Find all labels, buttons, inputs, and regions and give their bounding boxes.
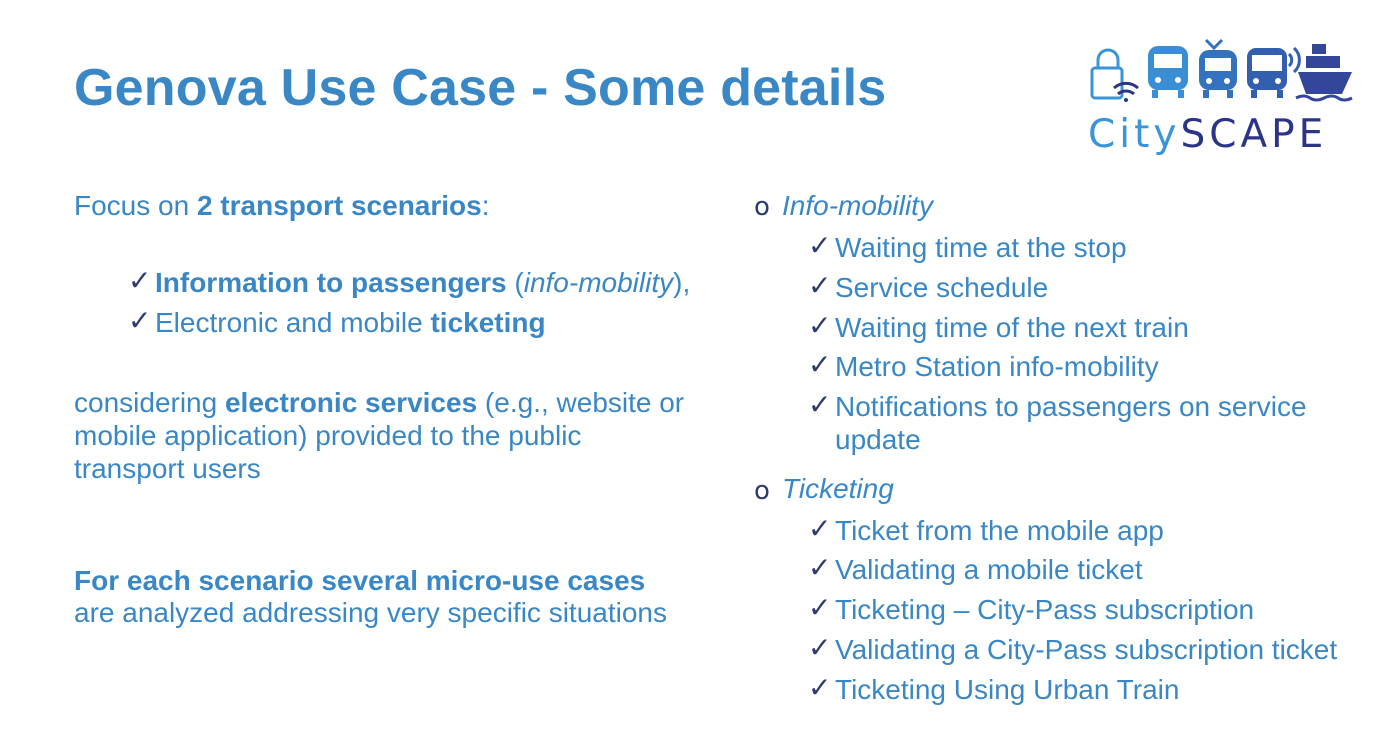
slide-title: Genova Use Case - Some details [74, 59, 887, 117]
check-icon: ✓ [808, 551, 832, 584]
logo-wordmark: CitySCAPE [1088, 112, 1328, 157]
info-item: Waiting time of the next train [835, 312, 1189, 343]
check-icon: ✓ [808, 512, 832, 545]
check-icon: ✓ [808, 631, 832, 664]
bus-icon [1247, 48, 1299, 98]
section-heading-ticketing: Ticketing [782, 473, 894, 504]
info-item: Service schedule [835, 272, 1049, 303]
check-icon: ✓ [808, 229, 832, 262]
micro-use-line-2: are analyzed addressing very specific situations [74, 597, 667, 628]
ship-icon [1296, 44, 1352, 100]
section-heading-info-mobility: Info-mobility [782, 190, 933, 221]
considering-line-1: considering electronic services (e.g., website or [74, 387, 685, 418]
tram-icon [1199, 40, 1237, 98]
info-item-continuation: update [835, 424, 921, 455]
check-icon: ✓ [128, 304, 152, 337]
cityscape-logo [1086, 38, 1356, 158]
info-item: Waiting time at the stop [835, 232, 1127, 263]
train-icon [1148, 46, 1188, 98]
left-bullet-ticketing: Electronic and mobile ticketing [155, 307, 546, 338]
check-icon: ✓ [808, 269, 832, 302]
left-bullet-info: Information to passengers (info-mobility), [155, 267, 691, 298]
check-icon: ✓ [808, 348, 832, 381]
considering-line-2: mobile application) provided to the public [74, 420, 582, 451]
micro-use-bold: For each scenario several micro-use cases [74, 565, 646, 596]
considering-line-3: transport users [74, 453, 261, 484]
check-icon: ✓ [808, 591, 832, 624]
ticketing-item: Validating a mobile ticket [835, 554, 1143, 585]
check-icon: ✓ [808, 388, 832, 421]
lock-wifi-icon [1092, 50, 1138, 102]
ticketing-item: Validating a City-Pass subscription ticket [835, 634, 1338, 665]
circle-bullet-icon: o [754, 476, 770, 506]
ticketing-item: Ticket from the mobile app [835, 515, 1164, 546]
check-icon: ✓ [808, 309, 832, 342]
ticketing-item: Ticketing Using Urban Train [835, 674, 1180, 705]
info-item: Notifications to passengers on service [835, 391, 1307, 422]
check-icon: ✓ [808, 671, 832, 704]
ticketing-item: Ticketing – City-Pass subscription [835, 594, 1255, 625]
circle-bullet-icon: o [754, 192, 770, 222]
focus-line: Focus on 2 transport scenarios: [74, 190, 490, 221]
check-icon: ✓ [128, 264, 152, 297]
info-item: Metro Station info-mobility [835, 351, 1159, 382]
